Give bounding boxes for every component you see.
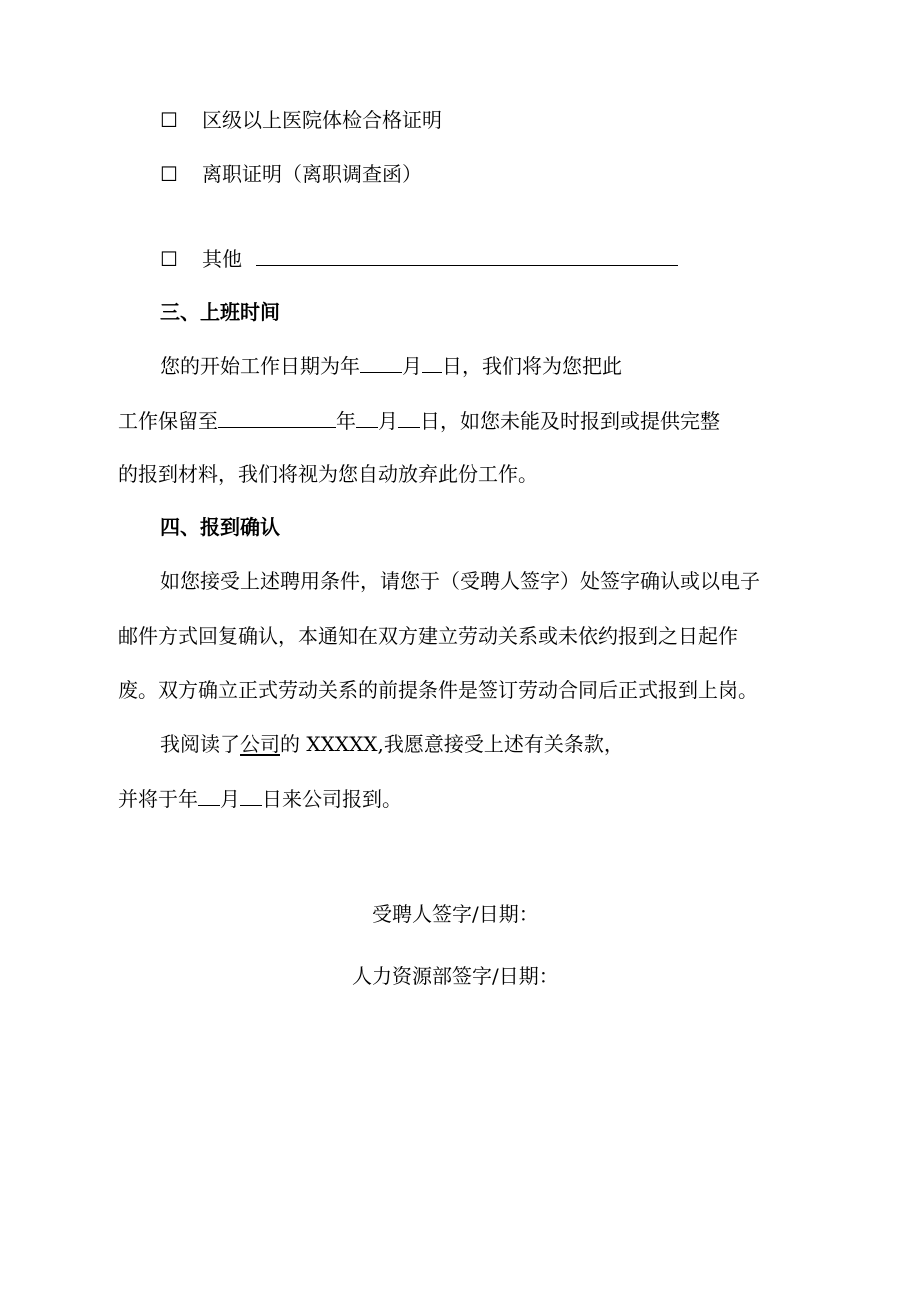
text-segment: 日来公司报到。 (262, 787, 402, 811)
text-segment: 工作保留至 (118, 409, 218, 433)
text-segment: 月 (402, 354, 422, 378)
section-4-para-line-4 (160, 730, 624, 758)
blank-month[interactable] (356, 407, 378, 428)
text-segment: 您的开始工作日期为年 (160, 354, 360, 378)
section-4-para-line-5 (118, 785, 402, 813)
checkbox-icon[interactable]: ☐ (160, 108, 178, 132)
checkbox-icon[interactable]: ☐ (160, 247, 178, 271)
text-segment: 月 (378, 409, 398, 433)
section-4-para-line-3: 废。双方确立正式劳动关系的前提条件是签订劳动合同后正式报到上岗。 (118, 678, 758, 702)
other-blank-line[interactable] (256, 245, 678, 266)
checklist-label: 离职证明（离职调查函） (202, 162, 422, 186)
section-3-heading: 三、上班时间 (160, 300, 280, 324)
text-segment: 月 (220, 787, 240, 811)
checklist-label: 其他 (202, 247, 242, 271)
text-segment: 的 XXXXX,我愿意接受上述有关条款， (280, 732, 624, 756)
section-3-para-line-1 (160, 352, 622, 380)
checklist-item-other (160, 245, 678, 273)
employee-signature-date-label: 受聘人签字/日期： (372, 902, 539, 926)
checklist-item-health-cert (160, 106, 442, 134)
section-4-para-line-2: 邮件方式回复确认，本通知在双方建立劳动关系或未依约报到之日起作 (118, 624, 738, 648)
blank-month[interactable] (198, 785, 220, 806)
checklist-item-resignation-cert (160, 160, 422, 188)
text-segment: 我阅读了 (160, 732, 240, 756)
checkbox-icon[interactable]: ☐ (160, 162, 178, 186)
company-link[interactable]: 公司 (240, 732, 280, 756)
hr-signature-date-label: 人力资源部签字/日期： (352, 964, 559, 988)
section-3-para-line-3: 的报到材料，我们将视为您自动放弃此份工作。 (118, 462, 538, 486)
section-3-para-line-2 (118, 407, 720, 435)
text-segment: 并将于年 (118, 787, 198, 811)
blank-day[interactable] (422, 352, 442, 373)
checklist-label: 区级以上医院体检合格证明 (202, 108, 442, 132)
blank-year[interactable] (218, 407, 336, 428)
text-segment: 年 (336, 409, 356, 433)
blank-day[interactable] (398, 407, 420, 428)
text-segment: 日，我们将为您把此 (442, 354, 622, 378)
section-4-para-line-1: 如您接受上述聘用条件，请您于（受聘人签字）处签字确认或以电子 (160, 569, 760, 593)
blank-day[interactable] (240, 785, 262, 806)
blank-month[interactable] (360, 352, 402, 373)
section-4-heading: 四、报到确认 (160, 515, 280, 539)
text-segment: 日，如您未能及时报到或提供完整 (420, 409, 720, 433)
